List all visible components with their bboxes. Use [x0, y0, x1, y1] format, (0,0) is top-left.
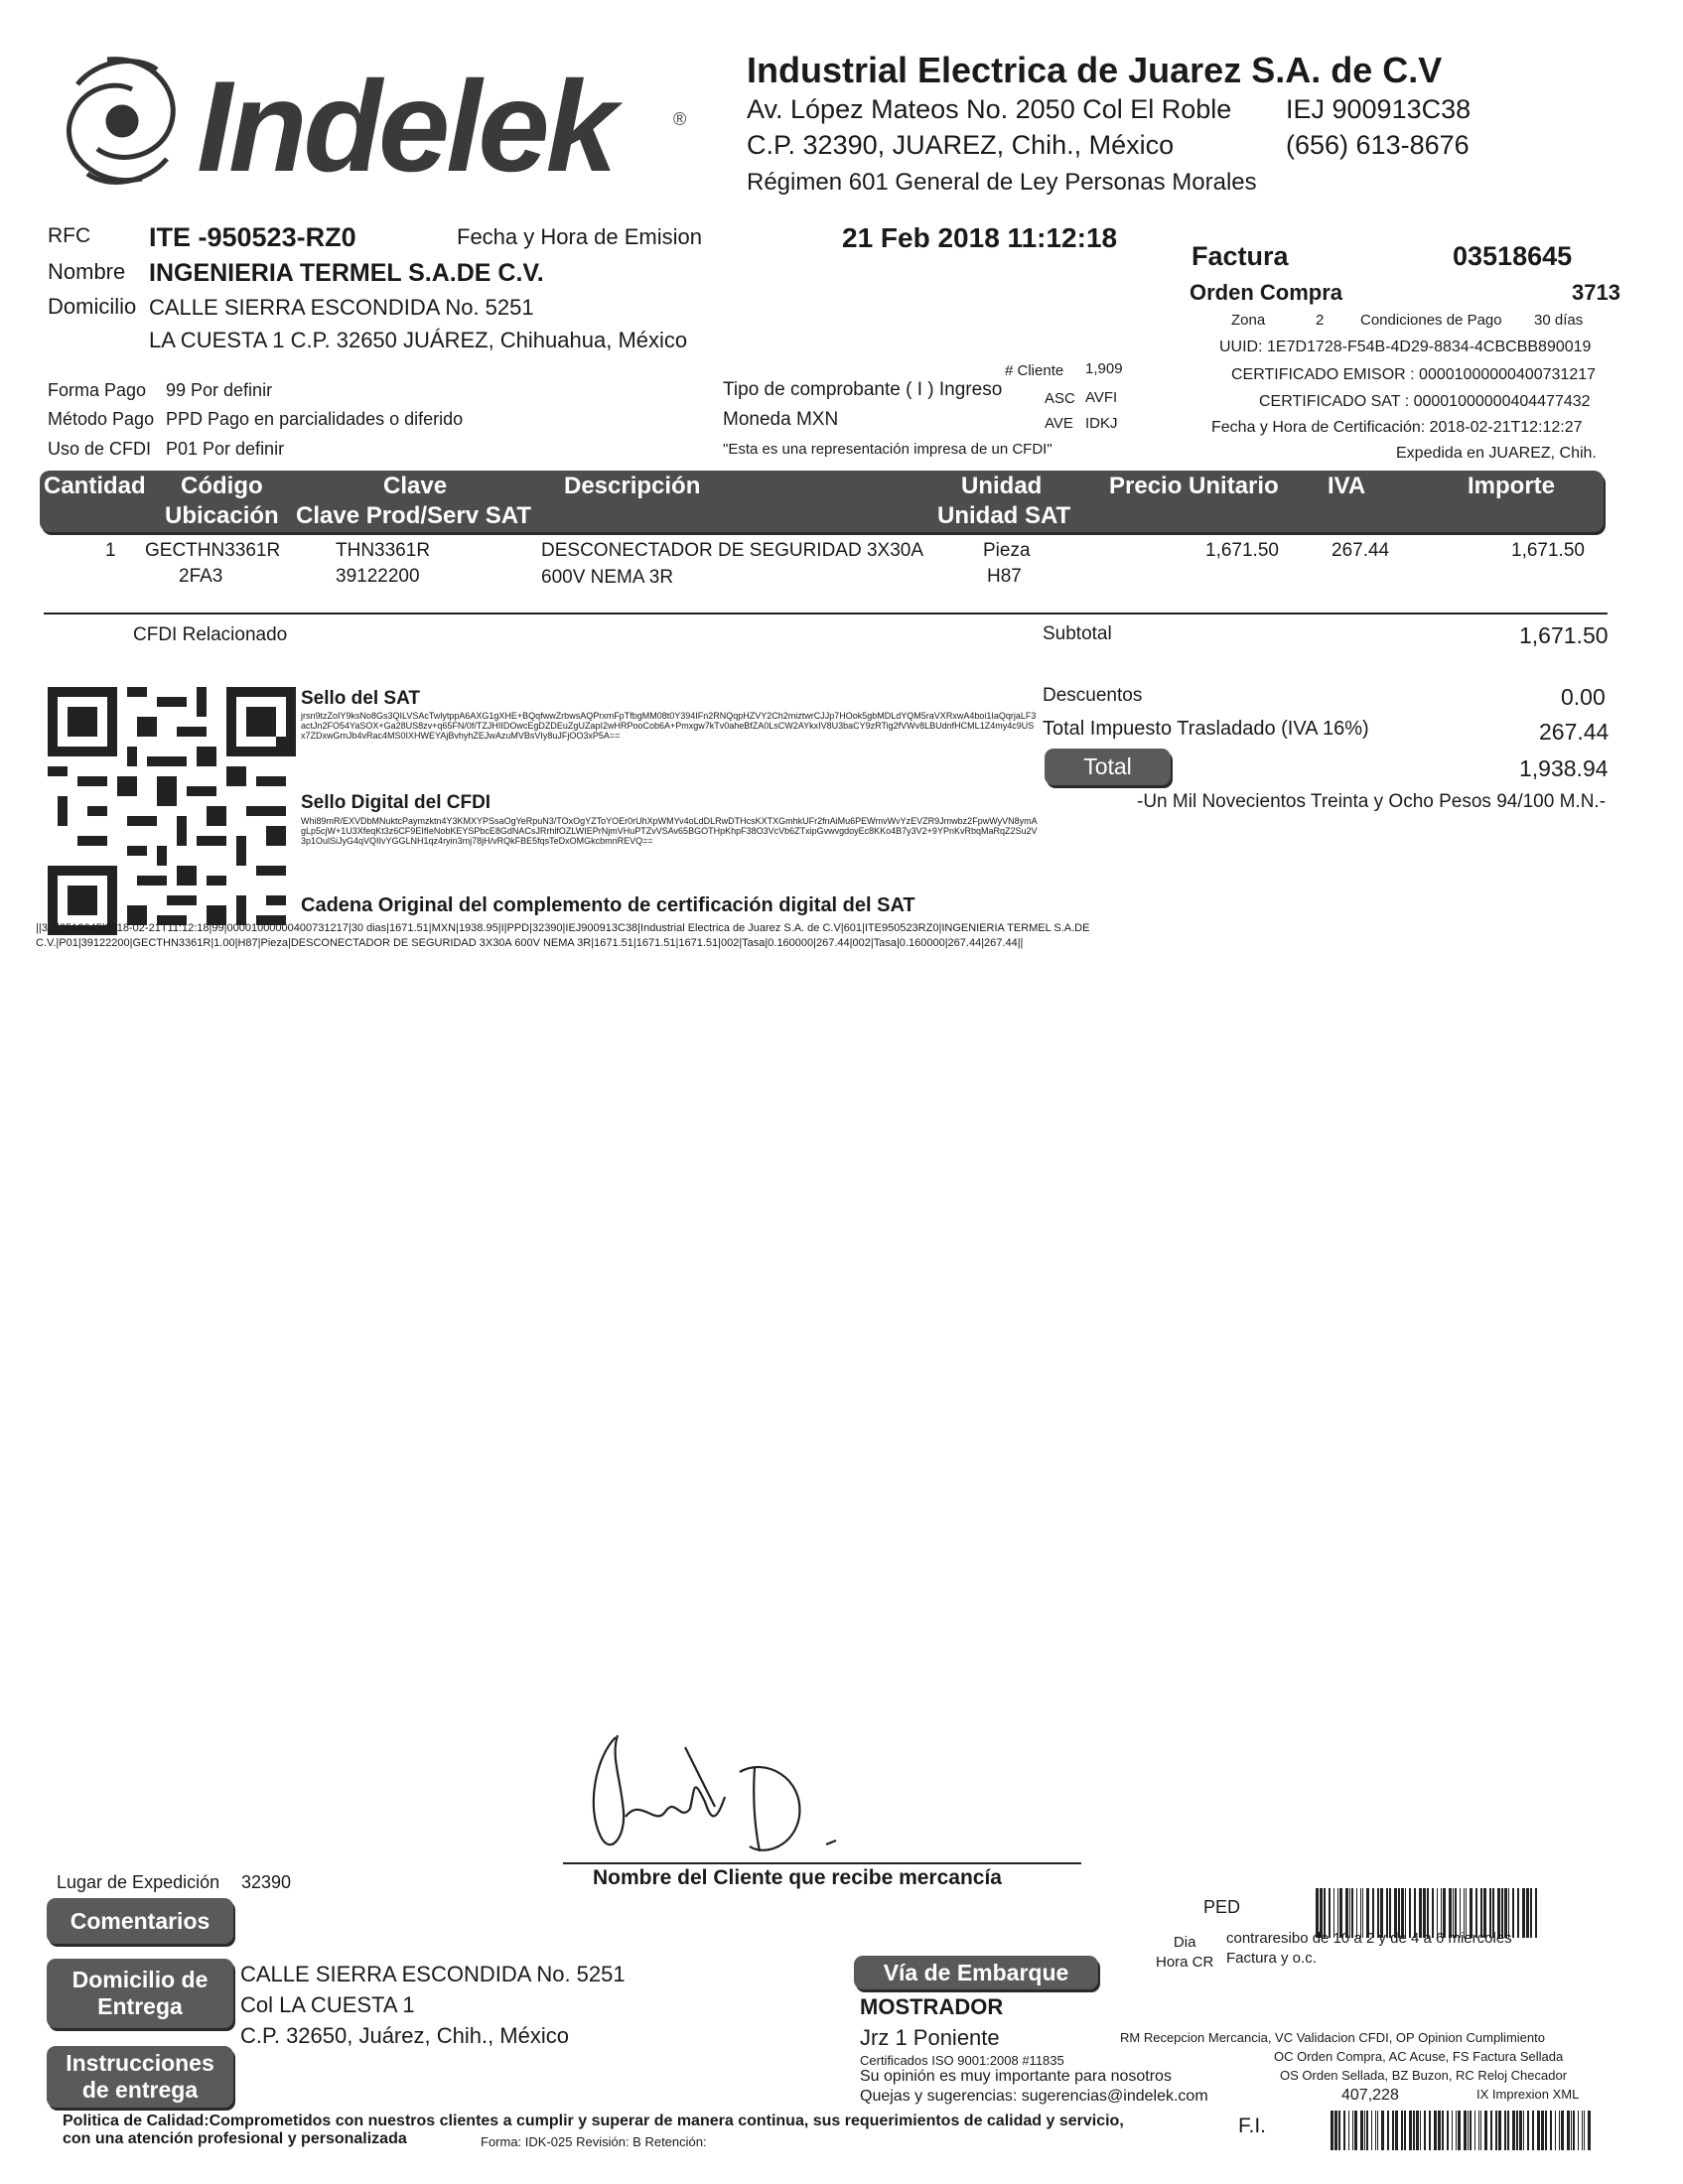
barcode-bar: [1464, 2111, 1467, 2150]
comentarios-badge: Comentarios: [47, 1898, 233, 1944]
hdr-cantidad: Cantidad: [44, 473, 146, 499]
entrega-line1: CALLE SIERRA ESCONDIDA No. 5251: [240, 1962, 626, 1986]
hdr-clave-sat: Clave Prod/Serv SAT: [296, 502, 531, 529]
barcode-bar: [1424, 2111, 1426, 2150]
barcode-bar: [1550, 2111, 1552, 2150]
barcode-bar: [1490, 2111, 1492, 2150]
barcode-bar: [1498, 2111, 1501, 2150]
company-regimen: Régimen 601 General de Ley Personas Morales: [747, 169, 1257, 196]
barcode-bar: [1392, 2111, 1394, 2150]
row-ubicacion: 2FA3: [179, 566, 223, 587]
dia-hora: Dia Hora CR: [1156, 1934, 1214, 1971]
row-cantidad: 1: [105, 540, 116, 561]
barcode-bar: [1404, 2111, 1406, 2150]
barcode-bar: [1343, 2111, 1345, 2150]
representacion: "Esta es una representación impresa de un CFDI": [723, 441, 1052, 458]
entrega-line3: C.P. 32650, Juárez, Chih., México: [240, 2023, 569, 2048]
barcode-bar: [1582, 2111, 1583, 2150]
barcode-bar: [1526, 1888, 1529, 1938]
barcode-bar: [1366, 2111, 1368, 2150]
barcode-bar: [1429, 2111, 1431, 2150]
descuentos-value: 0.00: [1561, 684, 1606, 710]
row-importe: 1,671.50: [1511, 540, 1585, 561]
signature: [566, 1717, 894, 1866]
barcode-bar: [1537, 2111, 1540, 2150]
opinion: Su opinión es muy importante para nosotros: [860, 2068, 1172, 2085]
barcode-bar: [1516, 2111, 1518, 2150]
barcode-bar: [1474, 2111, 1475, 2150]
company-address1: Av. López Mateos No. 2050 Col El Roble: [747, 94, 1232, 124]
factura-label: Factura: [1192, 241, 1289, 271]
fecha-cert: Fecha y Hora de Certificación: 2018-02-21T12:12:27: [1211, 419, 1583, 436]
orden-value: 3713: [1572, 280, 1620, 305]
barcode-bar: [1535, 1888, 1537, 1938]
barcode-bottom: [1331, 2111, 1591, 2150]
lugar-label: Lugar de Expedición: [57, 1872, 220, 1892]
barcode-bar: [1447, 2111, 1449, 2150]
barcode-bar: [1381, 2111, 1384, 2150]
barcode-bar: [1567, 2111, 1570, 2150]
total-letra: -Un Mil Novecientos Treinta y Ocho Pesos 94/100 M.N.-: [1137, 791, 1607, 812]
barcode-bar: [1413, 2111, 1415, 2150]
barcode-bar: [1545, 2111, 1547, 2150]
cadena-line2: C.V.|P01|39122200|GECTHN3361R|1.00|H87|Pieza|DESCONECTADOR DE SEGURIDAD 3X30A 600V NEMA 3R|1671.51|1671.51|1671.51|002|Tasa|0.160000|267.44|002|Tasa|0.160000|267.44|267.44||: [36, 937, 1024, 949]
cadena-line1: ||3.3|3518645|2018-02-21T11:12:18|99|00001000000400731217|30 dias|1671.51|MXN|1938.95|I|PPD|32390|IEJ900913C38|Industrial Electrica de Juarez S.A. de C.V|601|ITE950523RZ0|INGENIERIA TERMEL S.A.DE: [36, 922, 1090, 934]
signature-icon: [566, 1717, 894, 1866]
codes4-num: 407,228: [1341, 2087, 1399, 2104]
tipo-comprobante: Tipo de comprobante ( I ) Ingreso: [723, 379, 1003, 400]
barcode-bar: [1364, 2111, 1365, 2150]
barcode-bar: [1458, 2111, 1461, 2150]
forma-label: Forma Pago: [48, 380, 147, 400]
barcode-bar: [1507, 2111, 1509, 2150]
barcode-bar: [1519, 2111, 1522, 2150]
barcode-bar: [1452, 2111, 1453, 2150]
barcode-bar: [1555, 2111, 1556, 2150]
barcode-bar: [1588, 2111, 1591, 2150]
barcode-bar: [1438, 2111, 1441, 2150]
firma-label: Nombre del Cliente que recibe mercancía: [593, 1866, 1002, 1889]
quejas: Quejas y sugerencias: sugerencias@indelek.com: [860, 2088, 1208, 2105]
domicilio-entrega-badge: Domicilio de Entrega: [47, 1959, 233, 2028]
barcode-bar: [1401, 2111, 1403, 2150]
jrz: Jrz 1 Poniente: [860, 2025, 1000, 2050]
barcode-bar: [1360, 2111, 1363, 2150]
barcode-bar: [1416, 2111, 1419, 2150]
hdr-unidad: Unidad: [961, 473, 1043, 499]
condiciones-value: 30 días: [1534, 312, 1584, 329]
condiciones-label: Condiciones de Pago: [1360, 312, 1502, 329]
codes2: OC Orden Compra, AC Acuse, FS Factura Sellada: [1274, 2049, 1564, 2064]
row-iva: 267.44: [1332, 540, 1390, 561]
nombre-value: INGENIERIA TERMEL S.A.DE C.V.: [149, 259, 544, 287]
impuesto-value: 267.44: [1539, 719, 1610, 745]
moneda: Moneda MXN: [723, 409, 839, 430]
cert-iso: Certificados ISO 9001:2008 #11835: [860, 2053, 1064, 2068]
hdr-iva: IVA: [1328, 473, 1366, 499]
qr-code-icon: [48, 687, 296, 935]
metodo-label: Método Pago: [48, 409, 155, 429]
barcode-bar: [1387, 2111, 1389, 2150]
company-name: Industrial Electrica de Juarez S.A. de C.V: [747, 50, 1443, 90]
barcode-bar: [1532, 2111, 1534, 2150]
barcode-bar: [1338, 2111, 1340, 2150]
ave-value: IDKJ: [1085, 415, 1118, 432]
subtotal-value: 1,671.50: [1519, 622, 1609, 648]
table-header: [40, 471, 1604, 532]
barcode-bar: [1495, 2111, 1497, 2150]
ave-label: AVE: [1045, 415, 1073, 432]
row-unidad: Pieza: [983, 540, 1031, 561]
registered-mark: ®: [673, 109, 687, 129]
row-precio: 1,671.50: [1205, 540, 1279, 561]
rfc-label: RFC: [48, 224, 91, 247]
domicilio-line1: CALLE SIERRA ESCONDIDA No. 5251: [149, 295, 534, 320]
barcode-bar: [1420, 2111, 1421, 2150]
uso-label: Uso de CFDI: [48, 439, 152, 459]
via-value: MOSTRADOR: [860, 1994, 1004, 2019]
hdr-codigo: Código: [181, 473, 263, 499]
cliente-label: # Cliente: [1005, 362, 1064, 379]
codes1: RM Recepcion Mercancia, VC Validacion CFDI, OP Opinion Cumplimiento: [1120, 2030, 1545, 2045]
barcode-bar: [1517, 1888, 1519, 1938]
cert-emisor: CERTIFICADO EMISOR : 00001000000400731217: [1231, 366, 1597, 383]
barcode-bar: [1573, 2111, 1575, 2150]
company-rfc: IEJ 900913C38: [1286, 94, 1472, 124]
signature-line: [563, 1862, 1081, 1864]
barcode-bar: [1331, 2111, 1333, 2150]
descuentos-label: Descuentos: [1043, 685, 1143, 706]
barcode-bar: [1409, 2111, 1412, 2150]
logo-text: Indelek: [197, 54, 614, 199]
cert-sat: CERTIFICADO SAT : 00001000000404477432: [1259, 393, 1591, 410]
barcode-bar: [1512, 1888, 1514, 1938]
row-desc1: DESCONECTADOR DE SEGURIDAD 3X30A: [541, 540, 924, 561]
politica-line1: Politica de Calidad:Comprometidos con nuestros clientes a cumplir y superar de manera continua, sus requerimientos de calidad y servicio,: [63, 2113, 1124, 2129]
row-clave-sat: 39122200: [336, 566, 420, 587]
cadena-label: Cadena Original del complemento de certificación digital del SAT: [301, 894, 915, 916]
sello-sat-label: Sello del SAT: [301, 688, 421, 709]
barcode-bar: [1504, 2111, 1506, 2150]
barcode-bar: [1541, 2111, 1544, 2150]
barcode-bar: [1527, 2111, 1529, 2150]
rfc-value: ITE -950523-RZ0: [149, 222, 356, 252]
via-embarque-badge: Vía de Embarque: [854, 1956, 1098, 1989]
domicilio-line2: LA CUESTA 1 C.P. 32650 JUÁREZ, Chihuahua, México: [149, 328, 688, 352]
barcode-bar: [1442, 2111, 1444, 2150]
barcode-bar: [1334, 2111, 1337, 2150]
barcode-icon-bottom: [1331, 2111, 1591, 2150]
forma-value: 99 Por definir: [166, 380, 273, 400]
barcode-bar: [1470, 2111, 1472, 2150]
codes3: OS Orden Sellada, BZ Buzon, RC Reloj Checador: [1280, 2068, 1568, 2083]
domicilio-label: Domicilio: [48, 294, 137, 319]
barcode-bar: [1522, 1888, 1525, 1938]
barcode-bar: [1395, 2111, 1398, 2150]
company-address2: C.P. 32390, JUAREZ, Chih., México: [747, 130, 1175, 160]
barcode-bar: [1559, 2111, 1560, 2150]
uuid: UUID: 1E7D1728-F54B-4D29-8834-4CBCBB890019: [1219, 339, 1592, 355]
row-clave: THN3361R: [336, 540, 431, 561]
instrucciones-badge: Instrucciones de entrega: [47, 2046, 233, 2108]
codes4-text: IX Imprexion XML: [1476, 2087, 1580, 2102]
politica-line2: con una atención profesional y personalizada: [63, 2130, 407, 2147]
cfdi-relacionado: CFDI Relacionado: [133, 624, 288, 645]
barcode-bar: [1530, 1888, 1532, 1938]
divider: [44, 613, 1608, 614]
barcode-bar: [1512, 2111, 1515, 2150]
ped: PED: [1203, 1897, 1241, 1917]
fecha-value: 21 Feb 2018 11:12:18: [842, 222, 1118, 253]
sello-sat-text: jrsn9tzZoIY9ksNo8Gs3QILVSAcTwlytppA6AXG1gXHE+BQqfwwZrbwsAQPrxmFpTfbgMM08t0Y394IFn2RNQqpHZVY2Ch2miztwrCJJp7HOok5gbMDLdYQM5raVXRxwA4boi1IaQqrjaLF3actJn2FO54YaSOX+Ga28US8zv+q65FN/0f/TZJHIIDOwcEgDZDEuZgUZapI2wHRPooCob6A+Pmxgw7kTv0aheBfZA0LsCW2AYkxIV8U3baCY9zRTig2fVWv8LBUdnfHCML1Z4my4c9USx7ZDxwGmJb4vRac4MS0IXHWEYAjBvhyhZEJwAzuMVBsVIy8uJFjOO3xP5A==: [301, 711, 1037, 741]
orden-label: Orden Compra: [1190, 280, 1343, 305]
fecha-label: Fecha y Hora de Emision: [457, 224, 702, 249]
barcode-bar: [1478, 2111, 1479, 2150]
barcode-bar: [1456, 2111, 1457, 2150]
barcode-bar: [1375, 2111, 1376, 2150]
nombre-label: Nombre: [48, 259, 126, 284]
asc-value: AVFI: [1085, 389, 1118, 406]
impuesto-label: Total Impuesto Trasladado (IVA 16%): [1043, 718, 1369, 740]
barcode-bar: [1354, 2111, 1357, 2150]
hdr-importe: Importe: [1468, 473, 1556, 499]
row-codigo: GECTHN3361R: [145, 540, 281, 561]
barcode-bar: [1584, 2111, 1585, 2150]
barcode-bar: [1480, 2111, 1481, 2150]
zona-label: Zona: [1231, 312, 1266, 329]
barcode-bar: [1434, 2111, 1437, 2150]
hdr-ubicacion: Ubicación: [165, 502, 279, 529]
hdr-precio: Precio Unitario: [1109, 473, 1279, 499]
sello-cfdi-label: Sello Digital del CFDI: [301, 792, 491, 813]
fi: F.I.: [1238, 2115, 1267, 2137]
barcode-bar: [1468, 2111, 1469, 2150]
barcode-bar: [1484, 2111, 1487, 2150]
barcode-bar: [1352, 2111, 1353, 2150]
row-desc2: 600V NEMA 3R: [541, 567, 674, 588]
barcode-bar: [1377, 2111, 1378, 2150]
sello-cfdi-text: Whi89mR/EXVDbMNuktcPaymzktn4Y3KMXYPSsaOgYeRpuN3/TOxOgYZToYOEr0rUhXpWMYv4oLdDLRwDTHcsKXTXGmhkUFr2fnAiMu6PEWmvWvYzEVZR9Jmwbz2FpwWyVN8ymAgLp5cjW+1U3XfeqKt3z6CF9EIfIeNobKEYSPbcE8GdNACsJRrhlfOZLWIEPrNjmVHuPTZvVSAv65BGOTHpKhpF38O3VcVb6ZTxipGvwvgdoyEc8KKo4B7y3V2+9YPnKvRbqMaRqZ2Su2V3p1OulSiJyG4qVQIIvYGGLNH1qz4ryin3mj78jH/vRQkFBE5fqsTeDxOMGkcbmnREVQ==: [301, 816, 1038, 846]
metodo-value: PPD Pago en parcialidades o diferido: [166, 409, 464, 429]
contrarecibo: contraresibo de 10 a 2 y de 4 a 6 miercoles Factura y o.c.: [1226, 1930, 1512, 1967]
barcode-bar: [1523, 2111, 1524, 2150]
row-unidad-sat: H87: [987, 566, 1022, 587]
lugar-value: 32390: [241, 1872, 292, 1892]
company-phone: (656) 613-8676: [1286, 130, 1470, 160]
barcode-bar: [1371, 2111, 1372, 2150]
entrega-line2: Col LA CUESTA 1: [240, 1992, 415, 2017]
barcode-bar: [1561, 2111, 1564, 2150]
indelek-logo: [38, 40, 703, 208]
total-badge: Total: [1045, 749, 1171, 785]
hdr-descripcion: Descripción: [564, 473, 701, 499]
asc-label: ASC: [1045, 390, 1075, 407]
uso-value: P01 Por definir: [166, 439, 285, 459]
forma-doc: Forma: IDK-025 Revisión: B Retención:: [481, 2134, 707, 2149]
total-value: 1,938.94: [1519, 755, 1609, 781]
zona-value: 2: [1316, 312, 1325, 329]
cliente-value: 1,909: [1085, 360, 1123, 377]
factura-value: 03518645: [1453, 241, 1573, 271]
hdr-clave: Clave: [383, 473, 448, 499]
barcode-bar: [1578, 2111, 1579, 2150]
expedida: Expedida en JUAREZ, Chih.: [1396, 445, 1597, 462]
subtotal-label: Subtotal: [1043, 623, 1112, 644]
qr-code: [48, 687, 296, 935]
hdr-unidad-sat: Unidad SAT: [937, 502, 1071, 529]
barcode-bar: [1571, 2111, 1572, 2150]
barcode-bar: [1348, 2111, 1349, 2150]
